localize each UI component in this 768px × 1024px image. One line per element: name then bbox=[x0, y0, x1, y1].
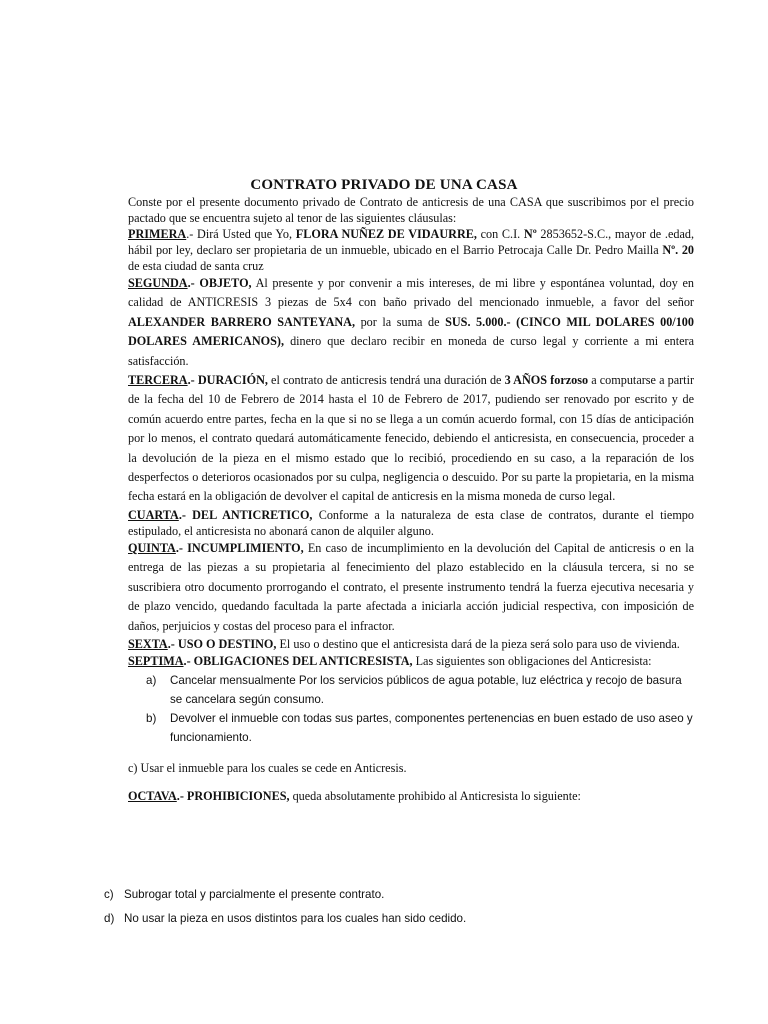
spacer bbox=[128, 779, 694, 787]
clause-text: de esta ciudad de santa cruz bbox=[128, 259, 264, 273]
clause-heading: SEGUNDA bbox=[128, 276, 188, 290]
clause-quinta bbox=[128, 539, 694, 636]
clause-heading: CUARTA bbox=[128, 507, 179, 522]
clause-heading: SEXTA bbox=[128, 636, 168, 651]
clause-heading: TERCERA bbox=[128, 373, 188, 388]
clause-subheading: .- OBLIGACIONES DEL ANTICRESISTA, bbox=[183, 653, 413, 668]
clause-text: dinero que declaro recibir en moneda de curso legal y corriente a mi entera satisfacción. bbox=[128, 334, 694, 368]
list-marker: c) bbox=[104, 888, 114, 901]
prohibition-item bbox=[104, 888, 704, 901]
clause-heading: PRIMERA bbox=[128, 227, 187, 241]
clause-text: 2853652-S.C., mayor de .edad, hábil por ley, declaro ser propietaria de un inmueble, ubicado en el Barrio Petrocaja Calle Dr. Pedro Mailla bbox=[128, 227, 695, 257]
clause-subheading: .- USO O DESTINO, bbox=[167, 636, 277, 651]
clause-heading: SEPTIMA bbox=[128, 653, 184, 668]
clause-text: a computarse a partir de la fecha del 10 de Febrero de 2014 hasta el 10 de Febrero de 2017, pudiendo ser renovado por escrito y de común acuerdo entre partes, fecha en la que si no se llega a un común acuerdo formal, con 15 días de anticipación por lo menos, el contrato quedará automáticamente fenecido, debiendo el anticresista, en consecuencia, proceder a la devolución de la pieza en el mismo estado que lo recibió, procediendo en su caso, a la reparación de los desperfectos o deterioros ocasionados por su culpa, negligencia o descuido. Por su parte la propietaria, en la misma fecha estará en la obligación de devolver el capital de anticresis en la misma moneda de curso legal. bbox=[128, 373, 695, 504]
clause-text: Las siguientes son obligaciones del Anticresista: bbox=[412, 653, 652, 668]
owner-name: FLORA NUÑEZ DE VIDAURRE, bbox=[295, 227, 477, 241]
clause-text: el contrato de anticresis tendrá una duración de bbox=[267, 373, 505, 388]
obligation-c: c) Usar el inmueble para los cuales se cede en Anticresis. bbox=[128, 761, 407, 776]
clause-subheading: .- OBJETO, bbox=[187, 276, 252, 290]
list-item-text: No usar la pieza en usos distintos para los cuales han sido cedido. bbox=[124, 912, 467, 925]
list-marker: d) bbox=[104, 912, 115, 925]
clause-subheading: .- DEL ANTICRETICO, bbox=[178, 507, 313, 522]
clause-text: por la suma de bbox=[355, 314, 446, 329]
clause-text: Al presente y por convenir a mis intereses, de mi libre y espontánea voluntad, doy en calidad de ANTICRESIS 3 piezas de 5x4 con baño privado del mencionado inmueble, a favor del señor bbox=[128, 276, 694, 310]
clause-text: con C.I. bbox=[476, 227, 524, 241]
clause-heading: OCTAVA bbox=[128, 788, 177, 803]
clause-octava bbox=[128, 787, 694, 806]
list-item bbox=[146, 709, 694, 747]
list-item-text: Cancelar mensualmente Por los servicios públicos de agua potable, luz eléctrica y recojo de basura se cancelara según consumo. bbox=[170, 674, 682, 707]
obligations-list bbox=[128, 671, 694, 747]
ci-label: Nº bbox=[523, 227, 537, 241]
document-body bbox=[128, 194, 694, 806]
clause-heading: QUINTA bbox=[128, 540, 176, 555]
clause-septima bbox=[128, 652, 694, 671]
list-item-text: Subrogar total y parcialmente el presente contrato. bbox=[124, 888, 385, 901]
intro-paragraph: Conste por el presente documento privado de Contrato de anticresis de una CASA que suscribimos por el precio pactado que se encuentra sujeto al tenor de las siguientes cláusulas: bbox=[128, 195, 694, 225]
address-number: Nº. 20 bbox=[662, 243, 695, 257]
contract-amount: SUS. 5.000.- (CINCO MIL DOLARES 00/100 DOLARES AMERICANOS), bbox=[128, 314, 694, 349]
clause-text: El uso o destino que el anticresista dará de la pieza será solo para uso de vivienda. bbox=[276, 636, 680, 651]
document-title: CONTRATO PRIVADO DE UNA CASA bbox=[250, 177, 518, 193]
clause-primera bbox=[128, 226, 694, 274]
clause-subheading: .- INCUMPLIMIENTO, bbox=[175, 540, 304, 555]
clause-sexta bbox=[128, 636, 694, 652]
prohibition-item bbox=[104, 912, 704, 925]
clause-cuarta bbox=[128, 507, 694, 539]
list-item-text: Devolver el inmueble con todas sus partes, componentes pertenencias en buen estado de uso aseo y funcionamiento. bbox=[170, 712, 693, 745]
clause-text: En caso de incumplimiento en la devolución del Capital de anticresis o en la entrega de las piezas a su propietaria al fenecimiento del plazo establecido en la cláusula tercera, si no se suscribiera otro documento prorrogando el contrato, el presente instrumento tendrá la fuerza ejecutiva necesaria y de plazo vencido, quedando facultada la parte afectada a iniciarla acción judicial respectiva, con imposición de daños, perjuicios y costas del proceso para el infractor. bbox=[128, 540, 694, 633]
clause-subheading: .- DURACIÓN, bbox=[187, 373, 268, 388]
contract-duration: 3 AÑOS forzoso bbox=[504, 373, 589, 388]
clause-text: .- Dirá Usted que Yo, bbox=[186, 227, 296, 241]
spacer bbox=[128, 747, 694, 759]
clause-segunda bbox=[128, 274, 694, 371]
tenant-name: ALEXANDER BARRERO SANTEYANA, bbox=[128, 314, 356, 329]
clause-subheading: .- PROHIBICIONES, bbox=[176, 788, 290, 803]
list-item bbox=[146, 671, 694, 709]
list-marker: a) bbox=[146, 674, 157, 688]
clause-text: Conforme a la naturaleza de esta clase de contratos, durante el tiempo estipulado, el anticresista no abonará canon de alquiler alguno. bbox=[128, 507, 694, 538]
clause-text: queda absolutamente prohibido al Anticresista lo siguiente: bbox=[289, 788, 581, 803]
list-marker: b) bbox=[146, 712, 157, 726]
clause-tercera bbox=[128, 371, 694, 507]
